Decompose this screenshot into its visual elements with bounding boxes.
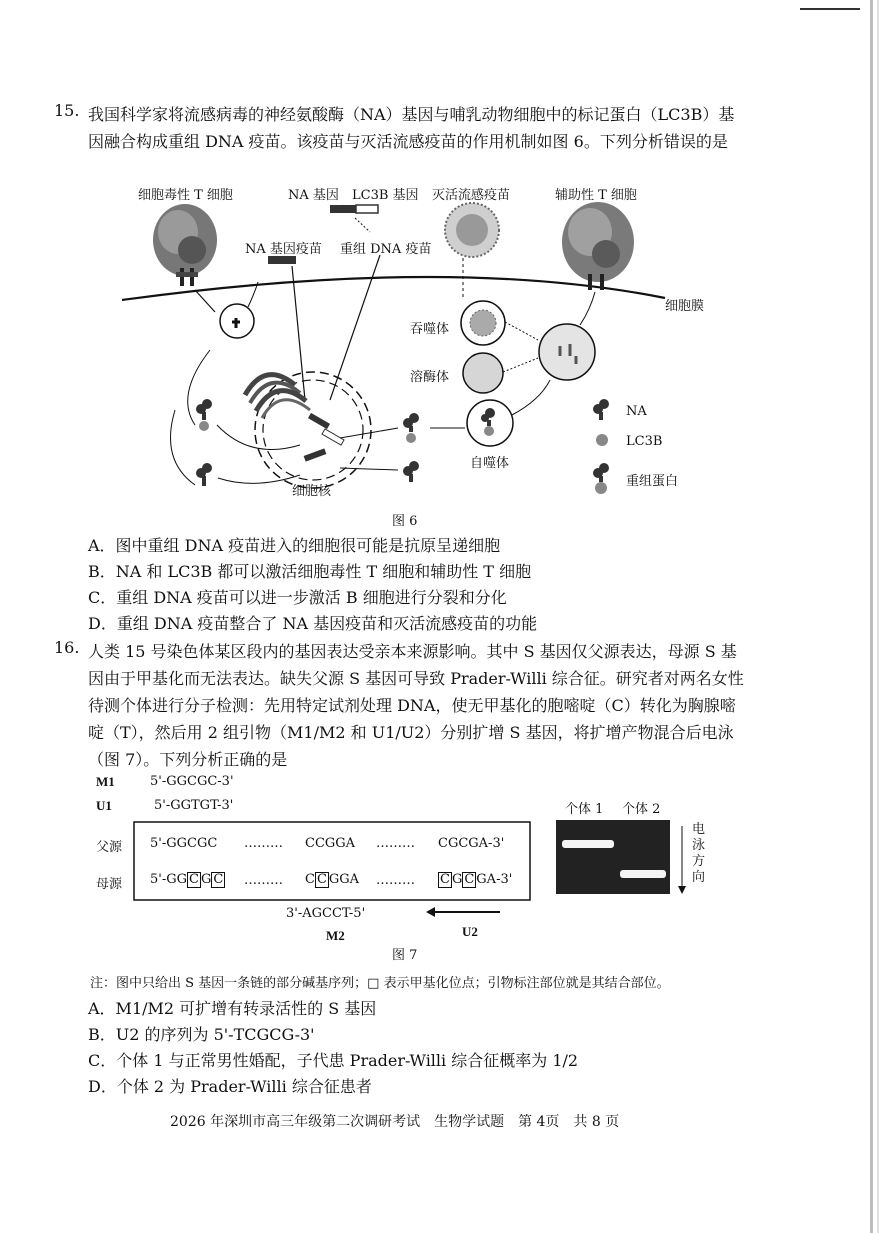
label-lysosome: 溶酶体 bbox=[410, 370, 450, 385]
phagosome-virus bbox=[470, 310, 496, 336]
label-nucleus: 细胞核 bbox=[292, 484, 332, 499]
q16-option-b: B．U2 的序列为 5'-TCGCG-3' bbox=[88, 1025, 315, 1044]
label-membrane: 细胞膜 bbox=[665, 299, 705, 314]
na-vaccine-entry-arrow bbox=[292, 266, 305, 400]
q15-option-a: A．图中重组 DNA 疫苗进入的细胞很可能是抗原呈递细胞 bbox=[88, 536, 501, 555]
q15-stem: 我国科学家将流感病毒的神经氨酸酶（NA）基因与哺乳动物细胞中的标记蛋白（LC3B）基因融合构成重组 DNA 疫苗。该疫苗与灭活流感疫苗的作用机制如图 6。下列分析错误的是 bbox=[88, 105, 735, 151]
inactivated-virus-icon bbox=[445, 203, 499, 257]
vesicle-to-membrane-arrow bbox=[195, 290, 215, 312]
electrophoresis-direction-label: 电泳方向 bbox=[692, 822, 706, 885]
u1-sequence: 5'-GGTGT-3' bbox=[154, 798, 234, 813]
paternal-seq-b: CCGGA bbox=[305, 836, 356, 851]
cell-membrane-line bbox=[122, 277, 665, 300]
gel-image bbox=[556, 820, 670, 894]
label-na-gene: NA 基因 bbox=[288, 188, 339, 203]
paternal-label: 父源 bbox=[96, 840, 123, 855]
maternal-dots-2: ……… bbox=[376, 873, 415, 888]
arrow-protein-to-vesicle bbox=[188, 350, 210, 425]
m2-name: M2 bbox=[326, 928, 345, 943]
na-vaccine-dna-icon bbox=[268, 256, 296, 264]
q15-number: 15. bbox=[54, 101, 80, 120]
legend-na-icon bbox=[593, 399, 609, 420]
gel-individual2-label: 个体 2 bbox=[622, 802, 661, 817]
paternal-seq-c: CGCGA-3' bbox=[438, 836, 505, 851]
paternal-seq-a: 5'-GGCGC bbox=[150, 836, 218, 851]
m2-sequence: 3'-AGCCT-5' bbox=[286, 906, 366, 921]
label-lc3b-gene: LC3B 基因 bbox=[352, 188, 419, 203]
maternal-seq-b-c: C bbox=[305, 872, 315, 887]
arrow-to-protein-right-upper bbox=[340, 428, 398, 438]
label-recomb-vaccine: 重组 DNA 疫苗 bbox=[340, 242, 432, 257]
label-inactivated-vaccine: 灭活流感疫苗 bbox=[432, 188, 511, 203]
figure-7-caption: 图 7 bbox=[392, 948, 418, 963]
gel-band-individual1 bbox=[562, 840, 614, 848]
sequence-box bbox=[134, 822, 530, 900]
m1-name: M1 bbox=[96, 774, 115, 789]
gel-individual1-label: 个体 1 bbox=[565, 802, 604, 817]
lysosome-circle bbox=[463, 353, 503, 393]
golgi-icon bbox=[245, 375, 310, 418]
label-helper-t: 辅助性 T 细胞 bbox=[555, 188, 637, 203]
q16-stem: 人类 15 号染色体某区段内的基因表达受亲本来源影响。其中 S 基因仅父源表达，母源 S 基因由于甲基化而无法表达。缺失父源 S 基因可导致 Prader-Willi 综合征。研究者对两名女性待测个体进行分子检测：先用特定试剂处理 DNA，使无甲基化的胞嘧啶（C）转化为胸腺嘧啶（T），然后用 2 组引物（M1/M2 和 U1/U2）分别扩增 S 基因，将扩增产物混合后电泳（图 7）。下列分析正确的是 bbox=[88, 642, 744, 769]
paternal-dots-2: ……… bbox=[376, 836, 415, 851]
q15-option-c: C．重组 DNA 疫苗可以进一步激活 B 细胞进行分裂和分化 bbox=[88, 588, 507, 607]
na-lc3b-dna-icon bbox=[330, 205, 378, 213]
cytotoxic-t-cell-icon bbox=[153, 204, 217, 286]
protein-left-upper-icon bbox=[196, 399, 212, 431]
u2-arrow-head bbox=[426, 907, 435, 917]
direction-arrow-head bbox=[678, 886, 686, 894]
autophagosome-protein-icon bbox=[481, 408, 495, 436]
m1-sequence: 5'-GGCGC-3' bbox=[150, 774, 234, 789]
mhc-vesicle-protein bbox=[232, 318, 240, 328]
maternal-seq-a-g: G bbox=[200, 872, 212, 887]
arrow-nucleus-to-protein-upper bbox=[217, 425, 300, 450]
maternal-seq-a bbox=[150, 872, 225, 888]
label-na-vaccine: NA 基因疫苗 bbox=[245, 242, 322, 257]
phagosome-fusion-arrow bbox=[505, 322, 538, 340]
protein-right-upper-icon bbox=[403, 413, 419, 443]
to-helper-t-arrow bbox=[580, 292, 595, 325]
arrow-protein-lower-up bbox=[171, 410, 196, 485]
legend-recomb-label: 重组蛋白 bbox=[626, 474, 679, 489]
nucleus-inner-outline bbox=[263, 380, 363, 480]
methyl-site-2: C bbox=[213, 872, 224, 887]
maternal-seq-c-post: GA-3' bbox=[476, 872, 513, 887]
dna-to-vaccine-arrow bbox=[355, 218, 370, 232]
methyl-site-5: C bbox=[464, 872, 475, 887]
maternal-seq-c bbox=[438, 872, 512, 888]
q16-number: 16. bbox=[54, 638, 80, 657]
legend-na-label: NA bbox=[626, 404, 647, 419]
u2-name: U2 bbox=[462, 924, 478, 939]
paternal-dots-1: ……… bbox=[244, 836, 283, 851]
gel-band-individual2 bbox=[620, 870, 666, 878]
q15-option-d: D．重组 DNA 疫苗整合了 NA 基因疫苗和灭活流感疫苗的功能 bbox=[88, 614, 538, 633]
methyl-site-1: C bbox=[189, 872, 199, 887]
q16-option-c: C．个体 1 与正常男性婚配，子代患 Prader-Willi 综合征概率为 1/2 bbox=[88, 1051, 579, 1070]
label-autophagosome: 自噬体 bbox=[470, 456, 510, 471]
figure-6-caption: 图 6 bbox=[392, 514, 418, 529]
phagolysosome-circle bbox=[539, 324, 595, 380]
methyl-site-3: C bbox=[316, 872, 327, 887]
nucleus-dna-icon bbox=[304, 413, 344, 462]
figure-7-note: 注：图中只给出 S 基因一条链的部分碱基序列；□ 表示甲基化位点；引物标注部位就是其结合部位。 bbox=[90, 976, 670, 991]
label-phagosome: 吞噬体 bbox=[410, 322, 450, 337]
nucleus-outline bbox=[255, 372, 371, 488]
autophagosome-fusion-arrow bbox=[512, 380, 550, 415]
maternal-seq-a-prefix: 5'-GG bbox=[150, 872, 188, 887]
legend-lc3b-icon bbox=[596, 434, 608, 446]
methyl-site-4: C bbox=[440, 872, 450, 887]
u1-name: U1 bbox=[96, 798, 112, 813]
maternal-label: 母源 bbox=[96, 877, 123, 892]
label-cytotoxic-t: 细胞毒性 T 细胞 bbox=[138, 188, 233, 203]
maternal-seq-b-post: GGA bbox=[328, 872, 360, 887]
maternal-dots-1: ……… bbox=[244, 873, 283, 888]
q15-option-b: B．NA 和 LC3B 都可以激活细胞毒性 T 细胞和辅助性 T 细胞 bbox=[88, 562, 532, 581]
protein-left-lower-icon bbox=[196, 463, 212, 486]
helper-t-cell-icon bbox=[562, 202, 634, 290]
q16-option-d: D．个体 2 为 Prader-Willi 综合征患者 bbox=[88, 1077, 372, 1096]
maternal-seq-b bbox=[305, 872, 359, 888]
lysosome-fusion-arrow bbox=[503, 358, 538, 372]
protein-right-lower-icon bbox=[403, 461, 419, 482]
legend-lc3b-label: LC3B bbox=[626, 434, 663, 449]
arrow-to-protein-right-lower bbox=[340, 468, 398, 470]
legend-recomb-icon bbox=[593, 463, 609, 494]
q16-option-a: A．M1/M2 可扩增有转录活性的 S 基因 bbox=[88, 999, 377, 1018]
maternal-seq-c-g: G bbox=[451, 872, 463, 887]
page-footer: 2026 年深圳市高三年级第二次调研考试 生物学试题 第 4页 共 8 页 bbox=[170, 1114, 620, 1130]
